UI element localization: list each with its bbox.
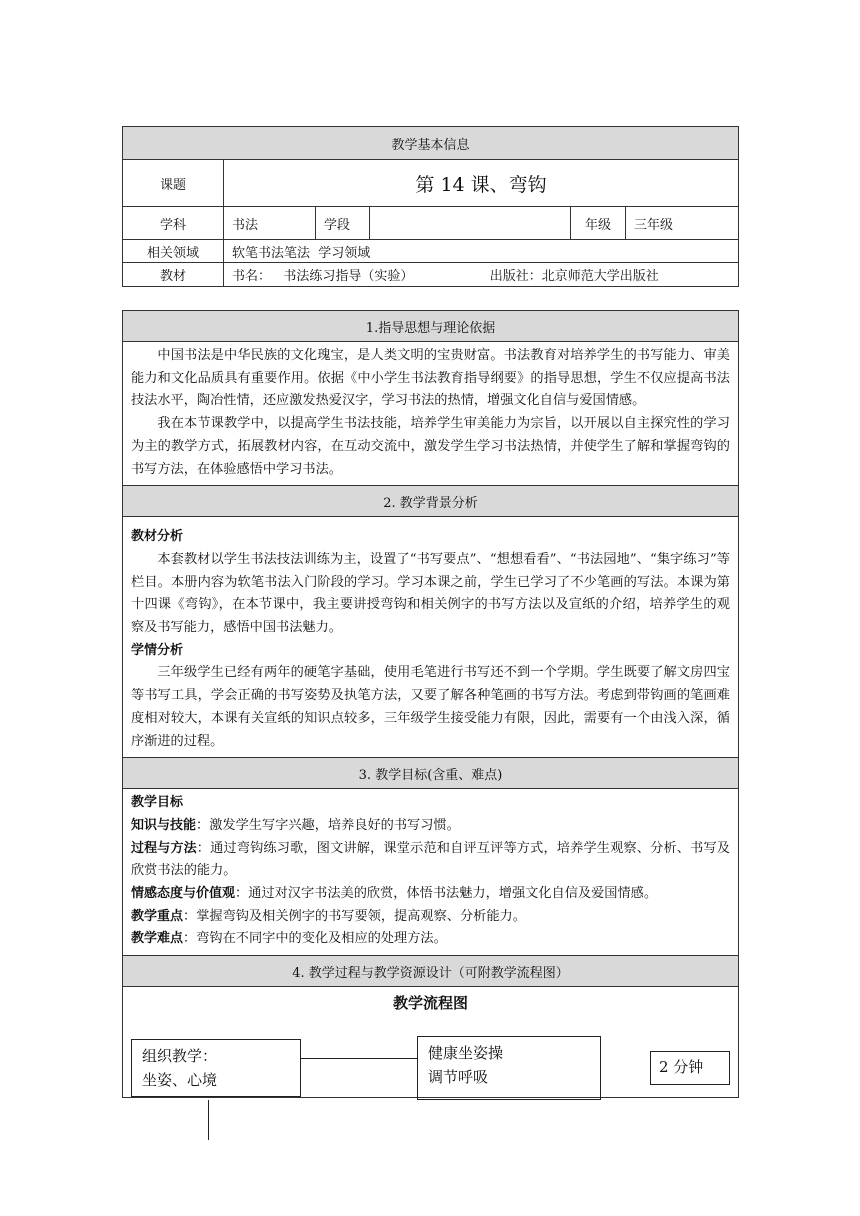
textbook-label: 教材 — [123, 263, 224, 287]
material-text: 本套教材以学生书法技法训练为主，设置了“书写要点”、“想想看看”、“书法园地”、“集字练习”等栏目。本册内容为软笔书法入门阶段的学习。学习本课之前，学生已学习了不少笔画的写法。本课为第十四课《弯钩》，在本节课中，我主要讲授弯钩和相关例字的书写方法以及宣纸的介绍，培养学生的观察及书写能力，感悟中国书法魅力。 — [131, 551, 730, 636]
textbook-name: 书名： 书法练习指导（实验） — [232, 269, 414, 284]
section2-title: 2. 教学背景分析 — [123, 486, 739, 517]
goal-item — [131, 815, 730, 838]
textbook-value — [224, 263, 739, 287]
flow-box-exercise-line1: 健康坐姿操 — [428, 1044, 504, 1063]
student-heading: 学情分析 — [131, 642, 184, 658]
stage-value — [370, 207, 571, 240]
sections-table — [122, 310, 739, 1098]
basic-info-table — [122, 126, 739, 287]
goal-text: ：弯钩在不同字中的变化及相应的处理方法。 — [183, 931, 447, 947]
topic-label: 课题 — [123, 160, 224, 207]
goal-label: 知识与技能 — [131, 817, 197, 833]
section3-body — [123, 789, 739, 956]
goal-text: ：掌握弯钩及相关例字的书写要领，提高观察、分析能力。 — [183, 908, 526, 924]
student-text: 三年级学生已经有两年的硬笔字基础，使用毛笔进行书写还不到一个学期。学生既要了解文房四宝等书写工具，学会正确的书写姿势及执笔方法，又要了解各种笔画的书写方法。考虑到带钩画的笔画难度相对较大，本课有关宣纸的知识点较多，三年级学生接受能力有限，因此，需要有一个由浅入深，循序渐进的过程。 — [131, 665, 730, 749]
goal-item — [131, 883, 730, 906]
section1-paragraph: 我在本节课教学中，以提高学生书法技能，培养学生审美能力为宗旨，以开展以自主探究性的学习为主的教学方式，拓展教材内容，在互动交流中，激发学生学习书法热情，并使学生了解和掌握弯钩的书写方法，在体验感悟中学习书法。 — [131, 416, 730, 477]
grade-value: 三年级 — [626, 207, 739, 240]
goal-label: 教学重点 — [131, 908, 184, 924]
section1-body — [123, 342, 739, 486]
flow-box-exercise-line2: 调节呼吸 — [428, 1068, 489, 1087]
flow-box-organize-line1: 组织教学： — [142, 1047, 218, 1066]
section1-title: 1.指导思想与理论依据 — [123, 311, 739, 342]
flow-box-exercise — [417, 1036, 601, 1100]
flowchart-area — [123, 987, 739, 1098]
section3-title: 3. 教学目标(含重、难点) — [123, 758, 739, 789]
goal-label: 过程与方法 — [131, 840, 197, 856]
goal-label: 教学难点 — [131, 931, 184, 947]
goal-item — [131, 928, 730, 951]
stage-label: 学段 — [316, 207, 370, 240]
goal-text: ：通过对汉字书法美的欣赏，体悟书法魅力，增强文化自信及爱国情感。 — [235, 886, 658, 902]
flowchart-title: 教学流程图 — [392, 994, 468, 1013]
subject-label: 学科 — [123, 207, 224, 240]
goal-label: 情感态度与价值观 — [131, 886, 236, 902]
info-header: 教学基本信息 — [123, 127, 739, 160]
material-heading: 教材分析 — [131, 529, 184, 545]
goal-text: ：通过弯钩练习歌，图文讲解，课堂示范和自评互评等方式，培养学生观察、分析、书写及欣赏书法的能力。 — [131, 840, 730, 879]
field-value: 软笔书法笔法 学习领域 — [224, 240, 739, 263]
section1-paragraph: 中国书法是中华民族的文化瑰宝，是人类文明的宝贵财富。书法教育对培养学生的书写能力、审美能力和文化品质具有重要作用。依据《中小学生书法教育指导纲要》的指导思想，学生不仅应提高书法技法水平，陶冶性情，还应激发热爱汉字，学习书法的热情，增强文化自信与爱国情感。 — [131, 348, 730, 409]
grade-label: 年级 — [571, 207, 626, 240]
flow-connector-down — [208, 1100, 209, 1140]
topic-value: 第 14 课、弯钩 — [224, 160, 739, 207]
field-label: 相关领域 — [123, 240, 224, 263]
goal-item — [131, 838, 730, 883]
flow-connector — [301, 1058, 417, 1059]
flow-box-organize-line2: 坐姿、心境 — [142, 1071, 218, 1090]
textbook-publisher: 出版社：北京师范大学出版社 — [489, 269, 659, 284]
section4-title: 4. 教学过程与教学资源设计（可附教学流程图） — [123, 956, 739, 987]
goals-heading: 教学目标 — [131, 795, 184, 811]
section2-body — [123, 517, 739, 758]
goal-text: ：激发学生写字兴趣，培养良好的书写习惯。 — [196, 817, 460, 833]
subject-value: 书法 — [224, 207, 316, 240]
flow-time-box: 2 分钟 — [650, 1051, 730, 1085]
flow-box-organize — [131, 1039, 301, 1097]
goal-item — [131, 906, 730, 929]
